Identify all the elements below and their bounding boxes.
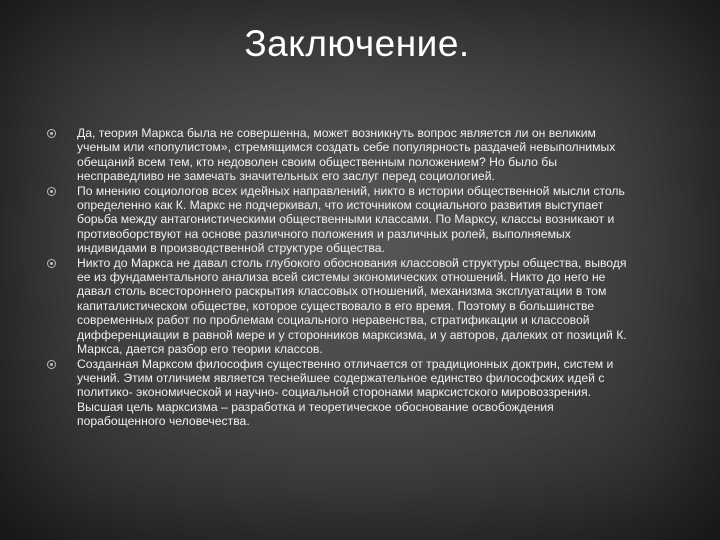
bullet-text: Никто до Маркса не давал столь глубокого обоснования классовой структуры общества, выводя ее из фундаментального анализа всей системы экономических отношений. Никто до него не давал столь всестороннего раскрытия классовых отношений, механизма эксплуатации в том капиталистическом обществе, которое существовало в его время. Поэтому в большинстве современных работ по проблемам социального неравенства, стратификации и классовой дифференциации в равной мере и у сторонников марксизма, и у авторов, далеких от позиций К. Маркса, дается разбор его теории классов.	[77, 255, 627, 357]
bullet-item-4	[47, 357, 627, 429]
bullet-text: Созданная Марксом философия существенно отличается от традиционных доктрин, систем и учений. Этим отличием является теснейшее содержательное единство философских идей с политико- экономической и научно- социальной сторонами марксистского мировоззрения. Высшая цель марксизма – разработка и теоретическое обоснование освобождения порабощенного человечества.	[77, 356, 614, 429]
bullet-item-1	[47, 126, 627, 184]
slide-title: Заключение.	[244, 23, 470, 64]
bullet-item-3	[47, 256, 627, 357]
circle-bullet-icon	[47, 129, 56, 138]
circle-bullet-icon	[47, 259, 56, 268]
circle-bullet-icon	[47, 187, 56, 196]
bullet-text: По мнению социологов всех идейных направлений, никто в истории общественной мысли столь определенно как К. Маркс не подчеркивал, что источником социального развития выступает борьба между антагонистическими общественными классами. По Марксу, классы возникают и противоборствуют на основе различного положения и различных ролей, выполняемых индивидами в производственной структуре общества.	[77, 183, 625, 256]
bullet-list	[47, 126, 627, 429]
bullet-text: Да, теория Маркса была не совершенна, может возникнуть вопрос является ли он великим ученым или «популистом», стремящимся создать себе популярность раздачей невыполнимых обещаний всем тем, кто недоволен своим общественным положением? Но было бы несправедливо не замечать значительных его заслуг перед социологией.	[77, 126, 616, 184]
bullet-item-2	[47, 184, 627, 256]
circle-bullet-icon	[47, 360, 56, 369]
